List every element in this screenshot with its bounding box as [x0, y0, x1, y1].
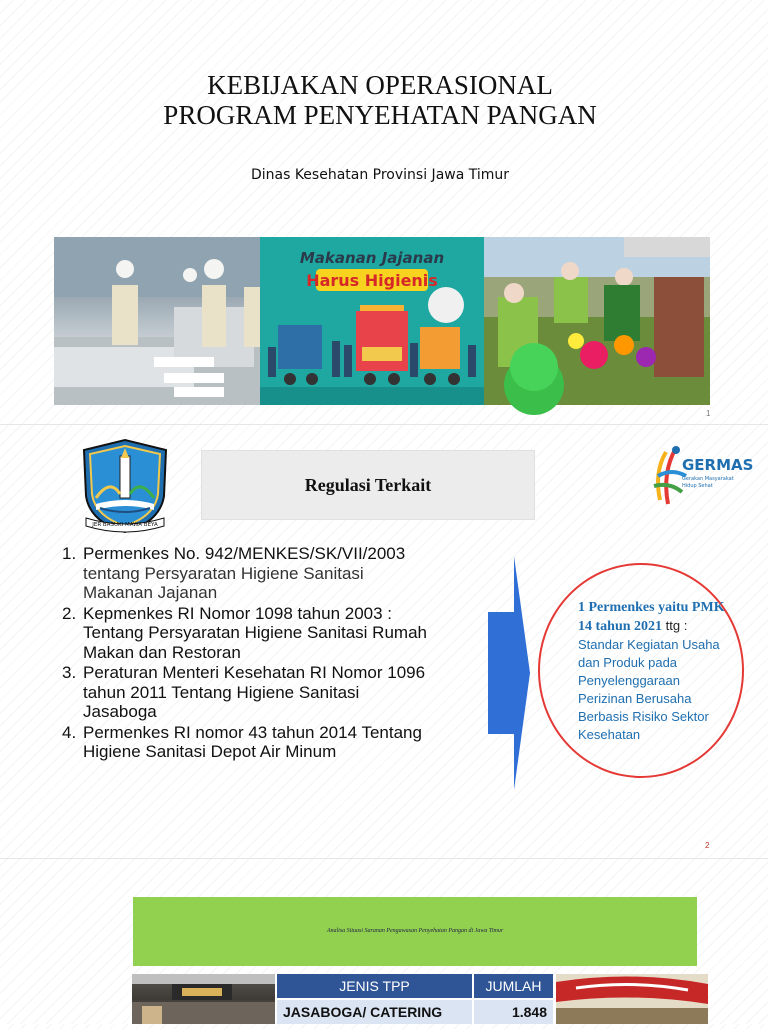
- regulation-item-2: [62, 604, 482, 663]
- circle-bold-text: 1 Permenkes yaitu PMK 14 tahun 2021: [578, 600, 725, 634]
- germas-tagline-1: Gerakan Masyarakat: [682, 476, 734, 482]
- regulation-text: Higiene Sanitasi Depot Air Minum: [83, 742, 337, 761]
- slide1-title-line2: PROGRAM PENYEHATAN PANGAN: [163, 100, 597, 130]
- page-divider: [0, 424, 768, 425]
- regulation-list: [62, 544, 482, 763]
- tpp-table: [277, 974, 553, 1024]
- germas-name: GERMAS: [682, 456, 754, 474]
- arrow-shape: [486, 556, 532, 790]
- table-header-jenis: JENIS TPP: [277, 974, 473, 999]
- table-header-jumlah: JUMLAH: [473, 974, 553, 999]
- regulation-number: 4.: [62, 722, 77, 742]
- analysis-banner: Analisa Situasi Saranan Pengawasan Penyehatan Pangan di Jawa Timur: [133, 897, 697, 966]
- kitchen-photo: [54, 237, 260, 405]
- table-cell-jenis: JASABOGA/ CATERING: [277, 999, 473, 1024]
- regulation-number: 3.: [62, 663, 77, 682]
- regulasi-header: Regulasi Terkait: [201, 450, 535, 520]
- table-cell-jumlah: 1.848: [473, 999, 553, 1024]
- table-row: [277, 999, 553, 1024]
- slide1-title: [60, 70, 700, 130]
- circle-body-text: Standar Kegiatan Usaha dan Produk pada Penyelenggaraan Perizinan Berusaha Berbasis Risiko Sektor Kesehatan: [578, 637, 720, 742]
- slide1-title-line1: KEBIJAKAN OPERASIONAL: [207, 70, 553, 100]
- regulation-number: 1.: [62, 544, 77, 563]
- market-photo: [484, 237, 710, 405]
- regulation-text: Permenkes RI nomor 43 tahun 2014 Tentang: [83, 722, 422, 742]
- table-header-row: [277, 974, 553, 999]
- east-java-emblem: [80, 438, 170, 536]
- regulation-text: Jasaboga: [83, 702, 157, 721]
- shop-photo-right: [556, 974, 708, 1024]
- germas-logo: [646, 442, 754, 512]
- regulation-text: Permenkes No. 942/MENKES/SK/VII/2003: [83, 544, 406, 563]
- regulation-text: tentang Persyaratan Higiene Sanitasi: [83, 563, 364, 583]
- slide1-subtitle: Dinas Kesehatan Provinsi Jawa Timur: [250, 167, 510, 183]
- page-number-1: 1: [706, 409, 711, 418]
- regulation-text: Tentang Persyaratan Higiene Sanitasi Rumah: [83, 623, 427, 642]
- regulation-item-4: [62, 723, 482, 762]
- regulation-text: Makan dan Restoran: [83, 642, 241, 662]
- regulation-number: 2.: [62, 603, 77, 623]
- germas-tagline-2: Hidup Sehat: [682, 483, 713, 489]
- circle-text: [578, 598, 728, 744]
- emblem-banner-text: JER BASUKI MAWA BEYA: [92, 522, 158, 528]
- hygiene-poster: [260, 237, 484, 405]
- regulation-text: Peraturan Menteri Kesehatan RI Nomor 1096: [83, 663, 426, 682]
- regulation-item-3: [62, 663, 482, 722]
- shop-photo-left: [132, 974, 275, 1024]
- poster-line2: Harus Higienis: [306, 271, 438, 290]
- page-number-2: 2: [705, 841, 710, 850]
- poster-line1: Makanan Jajanan: [299, 249, 445, 267]
- page-divider: [0, 858, 768, 859]
- circle-ttg-text: ttg :: [662, 618, 688, 633]
- regulation-text: Kepmenkes RI Nomor 1098 tahun 2003 :: [83, 603, 393, 623]
- regulation-text: Makanan Jajanan: [83, 583, 218, 602]
- regulation-text: tahun 2011 Tentang Higiene Sanitasi: [83, 682, 360, 702]
- regulation-item-1: [62, 544, 482, 603]
